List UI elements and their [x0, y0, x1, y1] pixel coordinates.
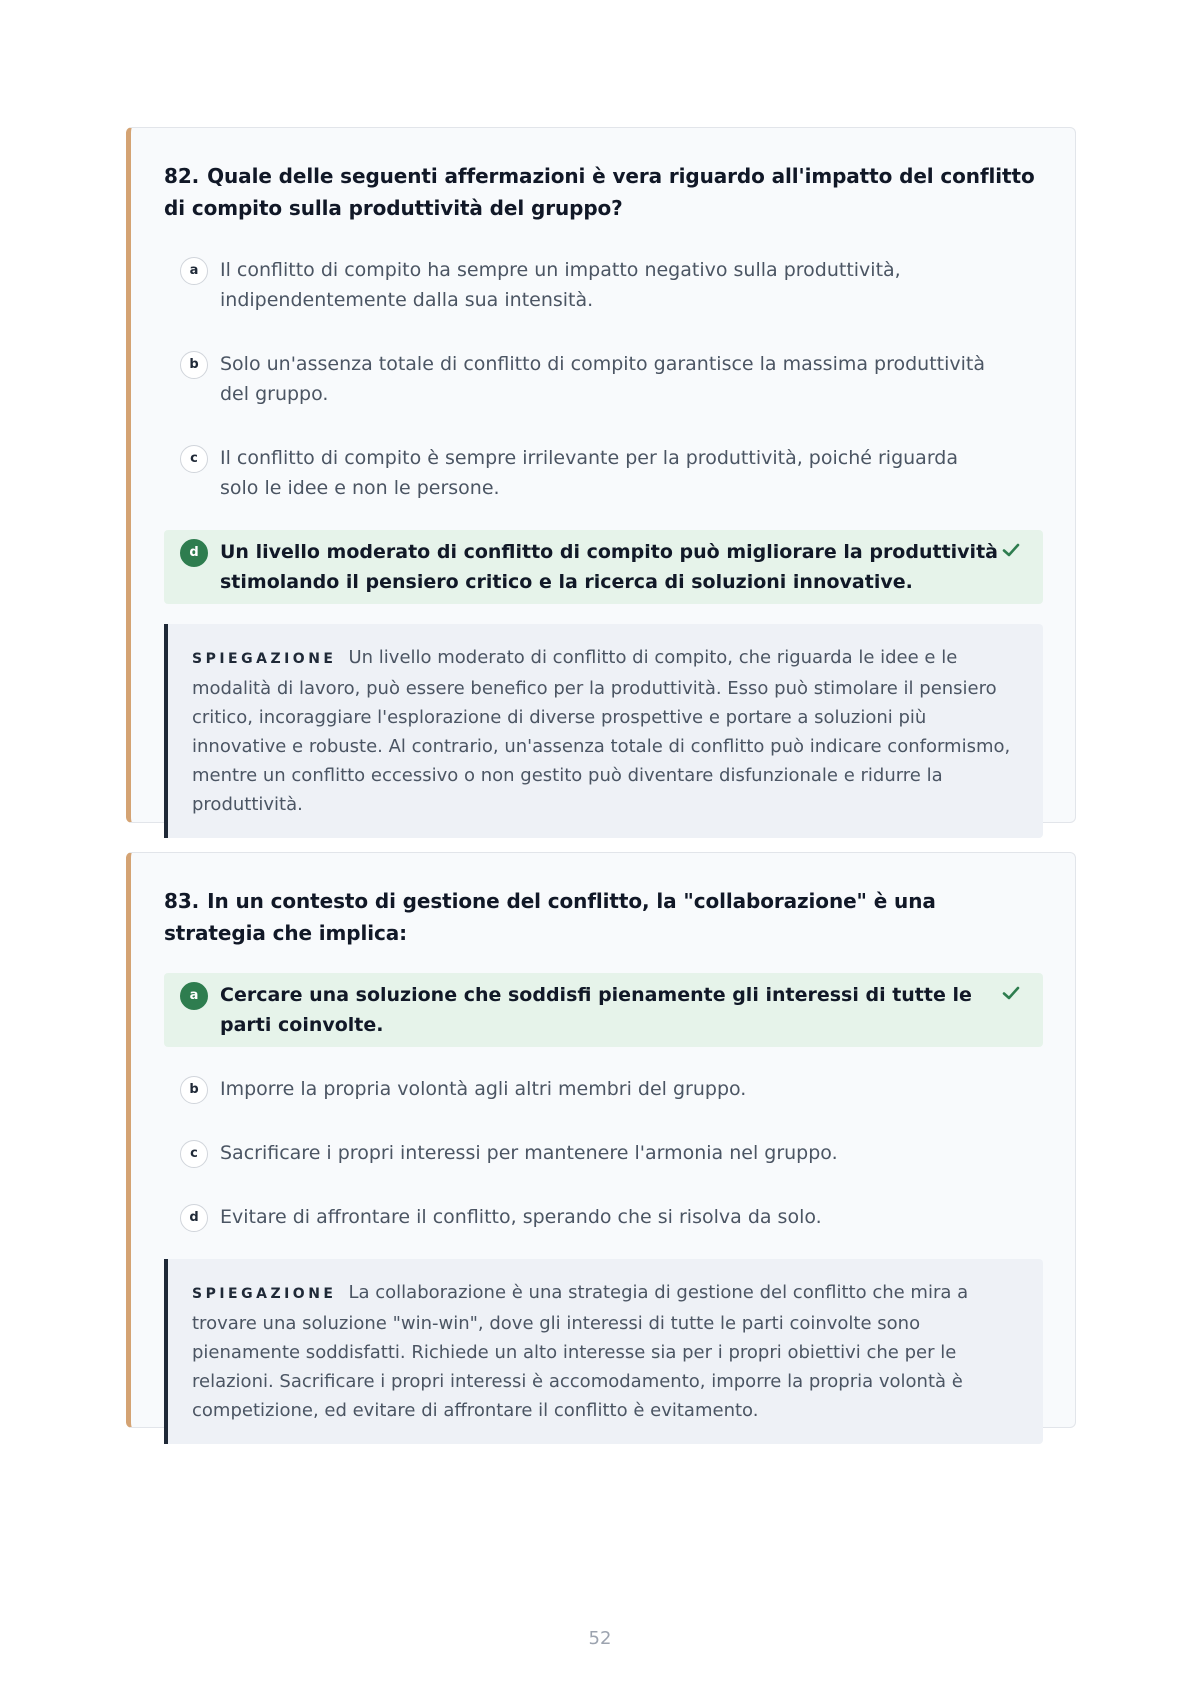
question-body: In un contesto di gestione del conflitto, la "collaborazione" è una strategia che implica:	[164, 889, 936, 945]
option-letter-badge: c	[180, 445, 208, 473]
option-text: Imporre la propria volontà agli altri membri del gruppo.	[220, 1078, 747, 1100]
option-letter-badge: c	[180, 1140, 208, 1168]
option-text: Cercare una soluzione che soddisfi pienamente gli interessi di tutte le parti coinvolte.	[220, 984, 972, 1036]
option-a[interactable]	[164, 248, 1043, 322]
option-text: Il conflitto di compito ha sempre un impatto negativo sulla produttività, indipendentemente dalla sua intensità.	[220, 259, 901, 311]
question-body: Quale delle seguenti affermazioni è vera riguardo all'impatto del conflitto di compito sulla produttività del gruppo?	[164, 164, 1035, 220]
explanation-text: La collaborazione è una strategia di gestione del conflitto che mira a trovare una soluzione "win-win", dove gli interessi di tutte le parti coinvolte sono pienamente soddisfatti. Richiede un alto interesse sia per i propri obiettivi che per le relazioni. Sacrificare i propri interessi è accomodamento, imporre la propria volontà è competizione, ed evitare di affrontare il conflitto è evitamento.	[192, 1282, 969, 1421]
option-a-correct[interactable]	[164, 973, 1043, 1047]
option-c[interactable]	[164, 1131, 1043, 1175]
option-letter-badge: d	[180, 1204, 208, 1232]
option-letter-badge: a	[180, 982, 208, 1010]
option-d[interactable]	[164, 1195, 1043, 1239]
option-letter-badge: a	[180, 257, 208, 285]
question-text	[164, 160, 1043, 224]
question-text	[164, 885, 1043, 949]
option-b[interactable]	[164, 1067, 1043, 1111]
option-letter-badge: d	[180, 539, 208, 567]
option-d-correct[interactable]	[164, 530, 1043, 604]
option-text: Solo un'assenza totale di conflitto di compito garantisce la massima produttività del gruppo.	[220, 353, 986, 405]
explanation-box	[164, 624, 1043, 838]
option-text: Il conflitto di compito è sempre irrilevante per la produttività, poiché riguarda solo le idee e non le persone.	[220, 447, 959, 499]
option-c[interactable]	[164, 436, 1043, 510]
check-icon	[1001, 540, 1021, 560]
option-letter-badge: b	[180, 1076, 208, 1104]
option-text: Un livello moderato di conflitto di compito può migliorare la produttività stimolando il pensiero critico e la ricerca di soluzioni innovative.	[220, 541, 998, 593]
question-number: 83.	[164, 889, 200, 913]
option-text: Evitare di affrontare il conflitto, sperando che si risolva da solo.	[220, 1206, 822, 1228]
option-b[interactable]	[164, 342, 1043, 416]
explanation-label: SPIEGAZIONE	[192, 651, 337, 667]
question-card-82	[126, 127, 1076, 823]
question-number: 82.	[164, 164, 200, 188]
question-card-83	[126, 852, 1076, 1428]
explanation-text: Un livello moderato di conflitto di compito, che riguarda le idee e le modalità di lavoro, può essere benefico per la produttività. Esso può stimolare il pensiero critico, incoraggiare l'esplorazione di diverse prospettive e portare a soluzioni più innovative e robuste. Al contrario, un'assenza totale di conflitto può indicare conformismo, mentre un conflitto eccessivo o non gestito può diventare disfunzionale e ridurre la produttività.	[192, 647, 1011, 815]
check-icon	[1001, 983, 1021, 1003]
explanation-label: SPIEGAZIONE	[192, 1286, 337, 1302]
option-letter-badge: b	[180, 351, 208, 379]
option-text: Sacrificare i propri interessi per mantenere l'armonia nel gruppo.	[220, 1142, 838, 1164]
explanation-box	[164, 1259, 1043, 1444]
page-number: 52	[588, 1628, 612, 1649]
